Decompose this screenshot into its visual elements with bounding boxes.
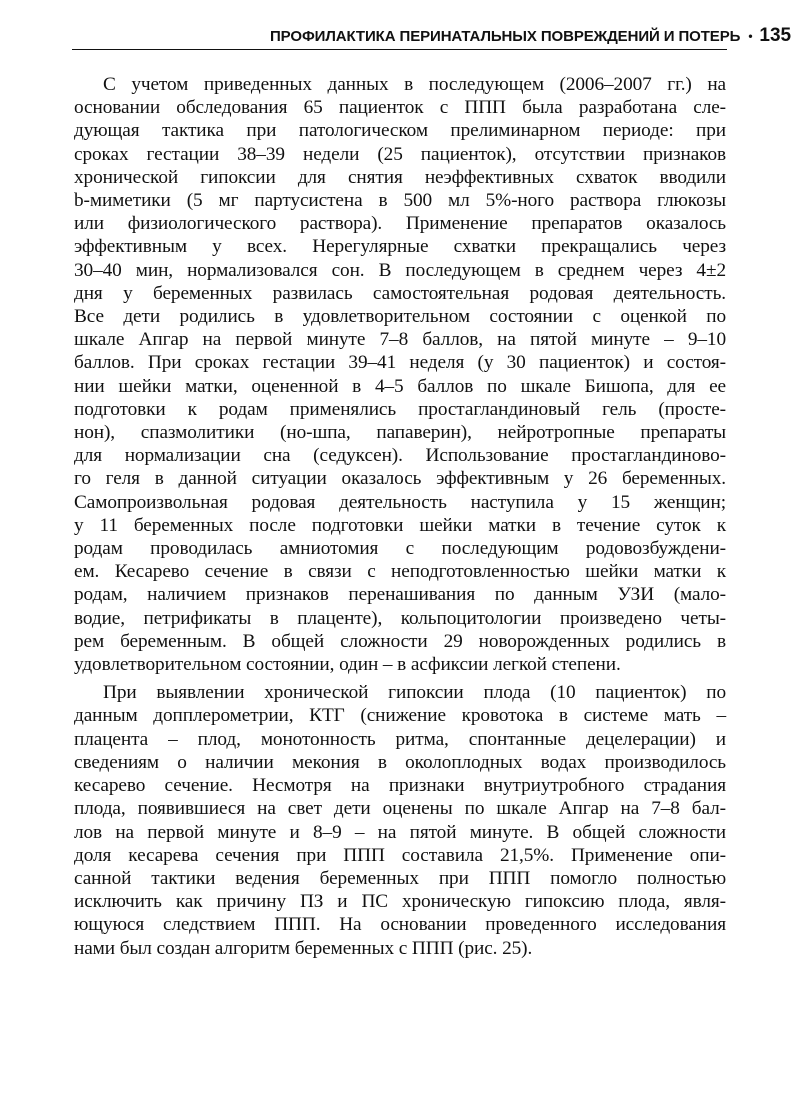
text-line: плацента – плод, монотонность ритма, спонтанные децелерации) и [74, 728, 726, 750]
text-line: При выявлении хронической гипоксии плода (10 пациенток) по [103, 682, 726, 704]
text-line: доля кесарева сечения при ППП составила 21,5%. Применение опи- [74, 844, 726, 866]
text-line: 30–40 мин, нормализовался сон. В последующем в среднем через 4±2 [74, 259, 726, 281]
text-line: го геля в данной ситуации оказалось эффективным у 26 беременных. [74, 468, 726, 490]
paragraph-1 [74, 73, 726, 676]
text-line: сроках гестации 38–39 недели (25 пациенток), отсутствии признаков [74, 143, 726, 165]
text-line: рем беременным. В общей сложности 29 новорожденных родились в [74, 630, 726, 652]
text-line: дующая тактика при патологическом прелиминарном периоде: при [74, 120, 726, 142]
text-line: подготовки к родам применялись простагландиновый гель (простe- [74, 398, 726, 420]
text-line: основании обследования 65 пациенток с ППП была разработана сле- [74, 97, 726, 119]
text-line: водие, петрификаты в плаценте), кольпоцитологии произведено четы- [74, 607, 726, 629]
running-title: ПРОФИЛАКТИКА ПЕРИНАТАЛЬНЫХ ПОВРЕЖДЕНИЙ И ПОТЕРЬ [270, 28, 741, 45]
text-line: или физиологического раствора). Применение препаратов оказалось [74, 213, 726, 235]
text-line: сведениям о наличии мекония в околоплодных водах производилось [74, 751, 726, 773]
text-line: ем. Кесарево сечение в связи с неподготовленностью шейки матки к [74, 561, 726, 583]
text-line: данным допплерометрии, КТГ (снижение кровотока в системе мать – [74, 705, 726, 727]
text-line: баллов. При сроках гестации 39–41 неделя (у 30 пациенток) и состоя- [74, 352, 726, 374]
text-line: Самопроизвольная родовая деятельность наступила у 15 женщин; [74, 491, 726, 513]
text-line: для нормализации сна (седуксен). Использование простагландиново- [74, 445, 726, 467]
text-line: родам проводилась амниотомия с последующим родовозбуждени- [74, 538, 726, 560]
text-line: ющуюся следствием ППП. На основании проведенного исследования [74, 914, 726, 936]
text-line: хронической гипоксии для снятия неэффективных схваток вводили [74, 166, 726, 188]
text-line: у 11 беременных после подготовки шейки матки в течение суток к [74, 514, 726, 536]
text-line: С учетом приведенных данных в последующем (2006–2007 гг.) на [103, 74, 726, 95]
text-line: исключить как причину ПЗ и ПС хроническую гипоксию плода, явля- [74, 891, 726, 913]
text-line: дня у беременных развилась самостоятельная родовая деятельность. [74, 282, 726, 304]
body-text [74, 73, 726, 960]
text-line: кесарево сечение. Несмотря на признаки внутриутробного страдания [74, 775, 726, 797]
text-line: удовлетворительном состоянии, один – в асфиксии легкой степени. [74, 654, 621, 676]
header-bullet: • [748, 29, 753, 43]
text-line: нон), спазмолитики (но-шпа, папаверин), нейротропные препараты [74, 422, 726, 444]
text-line: лов на первой минуте и 8–9 – на пятой минуте. В общей сложности [74, 821, 726, 843]
text-line: эффективным у всех. Нерегулярные схватки прекращались через [74, 236, 726, 258]
text-line: b-миметики (5 мг партусистена в 500 мл 5%-ного раствора глюкозы [74, 190, 726, 212]
header-rule [72, 49, 727, 50]
text-line: нии шейки матки, оцененной в 4–5 баллов по шкале Бишопа, для ее [74, 375, 726, 397]
text-line: родам, наличием признаков перенашивания по данным УЗИ (мало- [74, 584, 726, 606]
text-line: нами был создан алгоритм беременных с ППП (рис. 25). [74, 937, 533, 959]
text-line: шкале Апгар на первой минуте 7–8 баллов, на пятой минуте – 9–10 [74, 329, 726, 351]
page-number: 135 [759, 25, 792, 46]
text-line: санной тактики ведения беременных при ППП помогло полностью [74, 867, 726, 889]
running-header [270, 22, 792, 50]
text-line: Все дети родились в удовлетворительном состоянии с оценкой по [74, 306, 726, 328]
paragraph-2 [74, 681, 726, 959]
text-line: плода, появившиеся на свет дети оценены по шкале Апгар на 7–8 бал- [74, 798, 726, 820]
